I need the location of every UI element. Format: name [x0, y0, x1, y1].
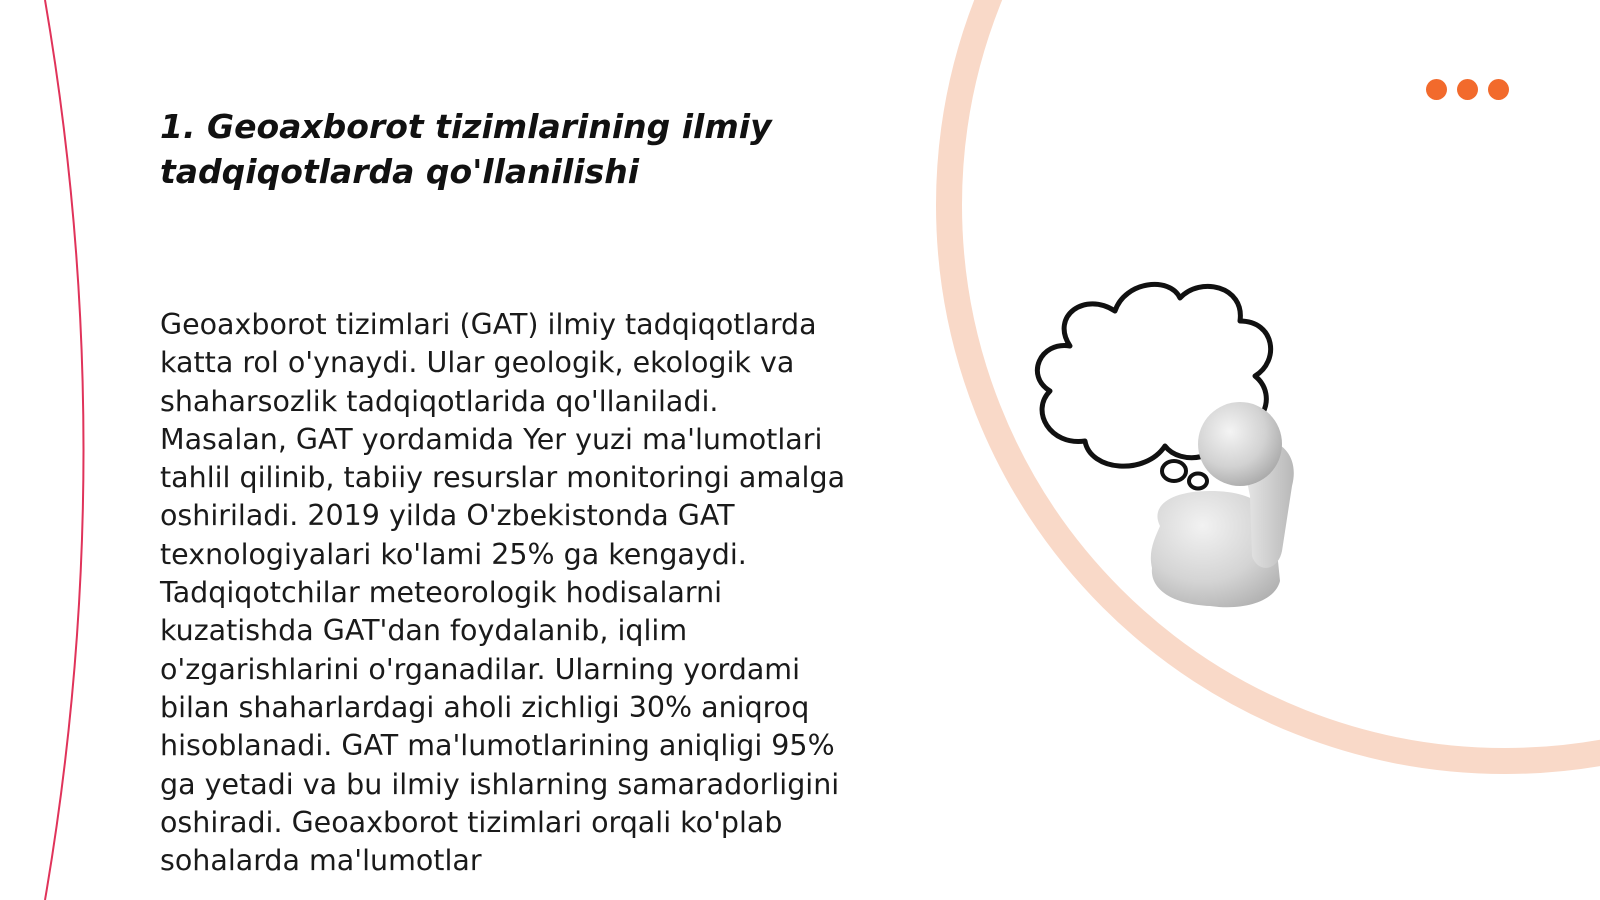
thinking-person-icon — [1030, 276, 1350, 616]
dot-icon — [1457, 79, 1478, 100]
slide-body-text: Geoaxborot tizimlari (GAT) ilmiy tadqiqotlarda katta rol o'ynaydi. Ular geologik, ekologik va shaharsozlik tadqiqotlarida qo'llaniladi. Masalan, GAT yordamida Yer yuzi ma'lumotlari tahlil qilinib, tabiiy resurslar monitoringi amalga oshiriladi. 2019 yilda O'zbekistonda GAT texnologiyalari ko'lami 25% ga kengaydi. Tadqiqotchilar meteorologik hodisalarni kuzatishda GAT'dan foydalanib, iqlim o'zgarishlarini o'rganadilar. Ularning yordami bilan shaharlardagi aholi zichligi 30% aniqroq hisoblanadi. GAT ma'lumotlarining aniqligi 95% ga yetadi va bu ilmiy ishlarning samaradorligini oshiradi. Geoaxborot tizimlari orqali ko'plab sohalarda ma'lumotlar — [160, 308, 846, 878]
dot-icon — [1488, 79, 1509, 100]
menu-dots — [1426, 79, 1509, 100]
slide-title: 1. Geoaxborot tizimlarining ilmiy tadqiqotlarda qo'llanilishi — [160, 107, 772, 191]
left-curve-line — [45, 0, 84, 900]
dot-icon — [1426, 79, 1447, 100]
